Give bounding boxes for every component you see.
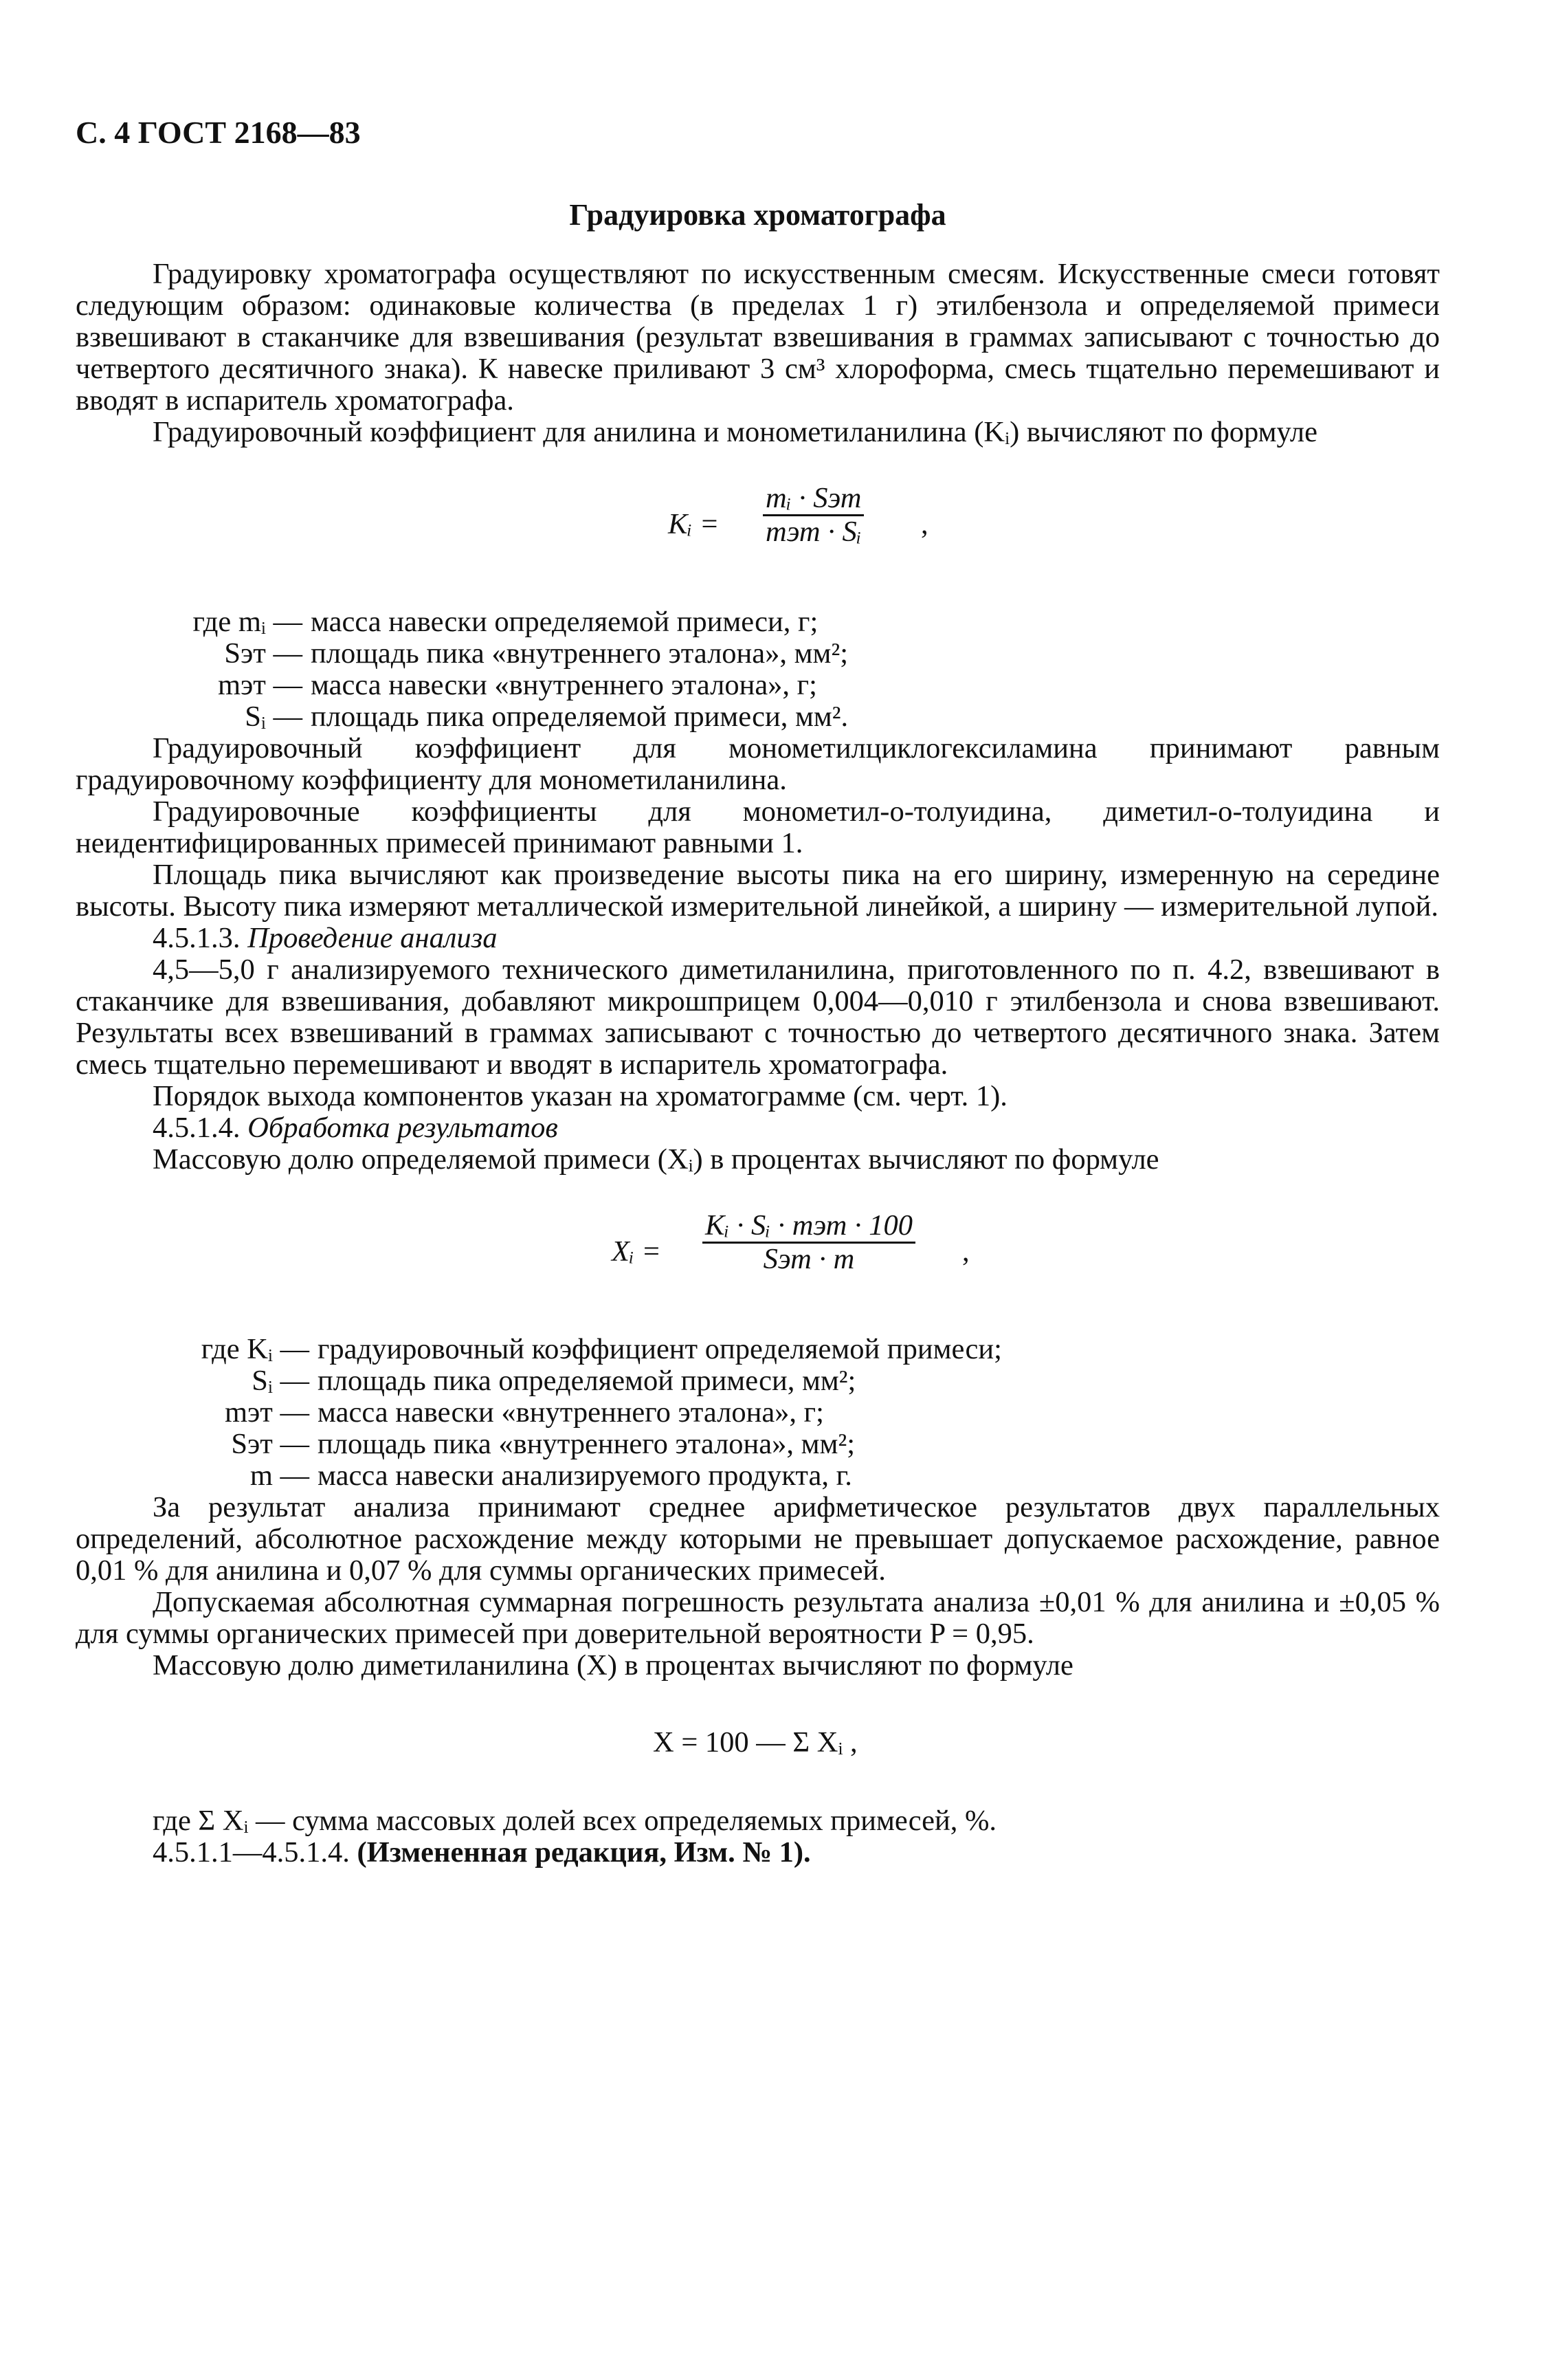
definition-row [76,1460,1440,1492]
definitions-coefficient [76,606,1440,733]
paragraph-analysis-procedure: 4,5—5,0 г анализируемого технического диметиланилина, приготовленного по п. 4.2, взвешивают в стаканчике для взвешивания, добавляют микрошприцем 0,004—0,010 г этилбензола и снова взвешивают. Результаты всех взвешиваний в граммах записывают с точностью до четвертого десятичного знака. Затем смесь тщательно перемешивают и вводят в испаритель хроматографа. [76,954,1440,1081]
definition-symbol: Sᵢ — [245,701,302,733]
definition-text: градуировочный коэффициент определяемой примеси; [318,1333,1002,1365]
formula-coefficient [76,469,1440,586]
definition-text: масса навески «внутреннего эталона», г; [318,1396,824,1429]
formula-coefficient-tail: , [921,508,928,540]
paragraph-cyclohexylamine: Градуировочный коэффициент для монометилциклогексиламина принимают равным градуировочному коэффициенту для монометиланилина. [76,732,1440,796]
section-title-italic: Проведение анализа [247,922,498,954]
definition-symbol: где mᵢ — [192,606,302,638]
section-title: Градуировка хроматографа [569,198,946,232]
amendment-range: 4.5.1.1—4.5.1.4. [153,1836,350,1869]
definition-row [76,1429,1440,1460]
definition-text: площадь пика определяемой примеси, мм². [311,701,849,733]
definition-row [76,1397,1440,1429]
running-head: С. 4 ГОСТ 2168—83 [76,115,361,150]
definition-row [76,606,1440,638]
formula-dma [76,1702,1440,1785]
formula-impurity-tail: , [962,1235,970,1268]
formula-coefficient-fraction [763,483,864,548]
paragraph-result-definition: За результат анализа принимают среднее арифметическое результатов двух параллельных определений, абсолютное расхождение между которыми не превышает допускаемое расхождение, равное 0,01 % для анилина и 0,07 % для суммы органических примесей. [76,1491,1440,1587]
paragraph-coefficient-intro: Градуировочный коэффициент для анилина и монометиланилина (Kᵢ) вычисляют по формуле [153,416,1317,448]
definition-symbol: Sэт — [231,1428,309,1460]
paragraph-impurity-intro: Массовую долю определяемой примеси (Xᵢ) в процентах вычисляют по формуле [153,1143,1159,1176]
formula-impurity-lhs: Xᵢ = [612,1235,661,1268]
formula-coefficient-denominator: mэт · Sᵢ [763,514,864,548]
paragraph-peak-area: Площадь пика вычисляют как произведение высоты пика на его ширину, измеренную на середине высоты. Высоту пика измеряют металлической измерительной линейкой, а ширину — измерительной лупой. [76,859,1440,923]
section-4513-heading [76,923,1440,954]
formula-coefficient-lhs: Kᵢ = [668,508,720,540]
definition-text: площадь пика определяемой примеси, мм²; [318,1365,856,1397]
section-title-italic: Обработка результатов [247,1112,558,1144]
definitions-impurity [76,1334,1440,1492]
section-number: 4.5.1.4. [153,1112,241,1144]
paragraph-elution-order: Порядок выхода компонентов указан на хроматограмме (см. черт. 1). [153,1080,1008,1112]
amendment-text: (Измененная редакция, Изм. № 1). [357,1836,811,1869]
definition-row [76,1334,1440,1365]
formula-impurity-fraction [702,1210,915,1275]
paragraph-error: Допускаемая абсолютная суммарная погрешность результата анализа ±0,01 % для анилина и ±0,05 % для суммы органических примесей при доверительной вероятности P = 0,95. [76,1586,1440,1650]
paragraph-dma-intro: Массовую долю диметиланилина (X) в процентах вычисляют по формуле [153,1649,1073,1682]
definition-text: площадь пика «внутреннего эталона», мм²; [318,1428,855,1460]
definition-symbol: mэт — [225,1396,309,1429]
formula-coefficient-numerator: mᵢ · Sэт [766,482,862,514]
definition-row [76,1365,1440,1397]
definition-row [76,638,1440,670]
definition-text: масса навески анализируемого продукта, г. [318,1459,852,1492]
section-number: 4.5.1.3. [153,922,241,954]
definition-sum: где Σ Xᵢ — сумма массовых долей всех определяемых примесей, %. [153,1805,997,1837]
definition-symbol: Sᵢ — [252,1365,309,1397]
document-page [76,117,1440,1869]
section-4514-heading [76,1112,1440,1144]
formula-impurity-denominator: Sэт · m [702,1242,915,1275]
definition-text: масса навески «внутреннего эталона», г; [311,669,817,701]
definition-row [76,670,1440,701]
amendment-note [76,1837,1440,1869]
definition-symbol: m — [249,1459,309,1492]
paragraph-toluidine: Градуировочные коэффициенты для монометил-о-толуидина, диметил-о-толуидина и неидентифицированных примесей принимают равными 1. [76,795,1440,859]
formula-impurity [76,1196,1440,1313]
definition-row [76,701,1440,733]
definition-symbol: Sэт — [224,637,302,670]
definition-symbol: mэт — [218,669,302,701]
formula-dma-text: X = 100 — Σ Xᵢ , [653,1726,858,1759]
paragraph-calibration-mixtures: Градуировку хроматографа осуществляют по искусственным смесям. Искусственные смеси готовят следующим образом: одинаковые количества (в пределах 1 г) этилбензола и определяемой примеси взвешивают в стаканчике для взвешивания (результат взвешивания в граммах записывают с точностью до четвертого десятичного знака). К навеске приливают 3 см³ хлороформа, смесь тщательно перемешивают и вводят в испаритель хроматографа. [76,258,1440,417]
definition-text: масса навески определяемой примеси, г; [311,606,819,638]
formula-impurity-numerator: Kᵢ · Sᵢ · mэт · 100 [705,1209,913,1242]
definition-symbol: где Kᵢ — [201,1333,309,1365]
definition-text: площадь пика «внутреннего эталона», мм²; [311,637,848,670]
